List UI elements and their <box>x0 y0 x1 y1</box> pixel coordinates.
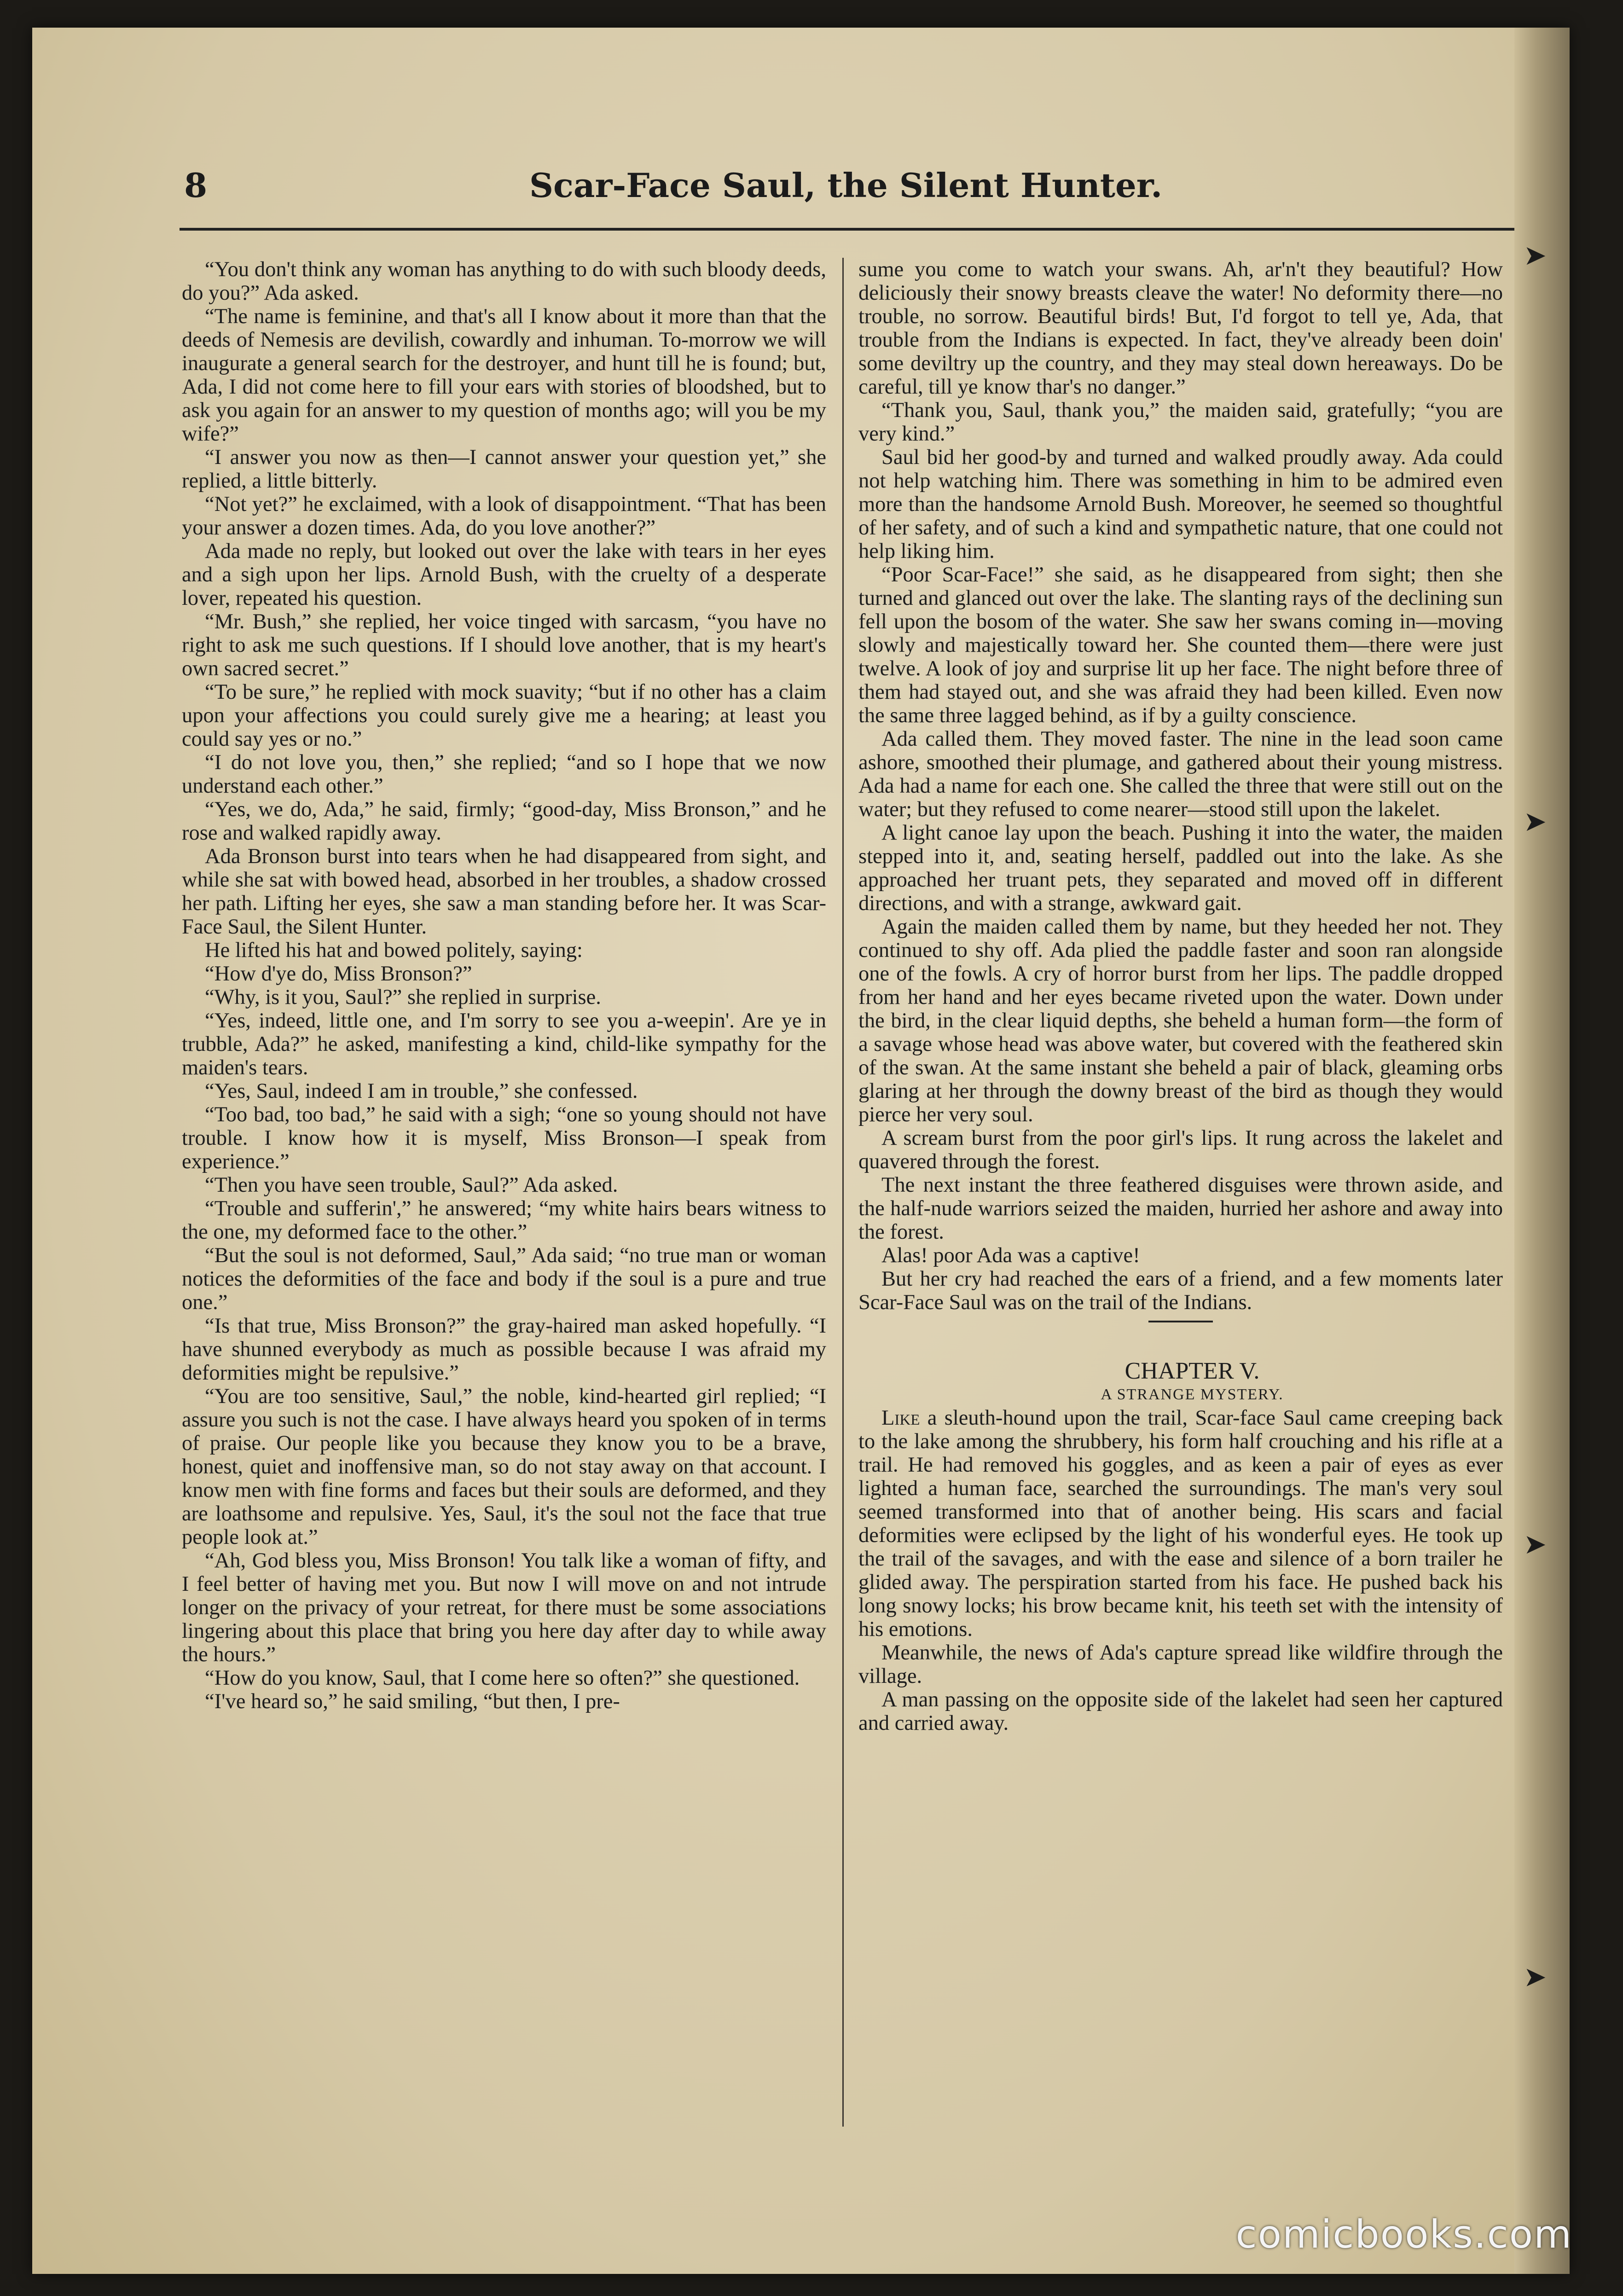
paragraph: A light canoe lay upon the beach. Pushing it into the water, the maiden stepped into it, and, seating herself, paddled out into the lake. As she approached her truant pets, they separated and moved off in different directions, and with a strange, awkward gait. <box>858 821 1503 915</box>
page-header <box>152 166 1510 216</box>
paragraph: “I do not love you, then,” she replied; “and so I hope that we now understand each other.” <box>182 751 826 798</box>
paragraph: “Then you have seen trouble, Saul?” Ada asked. <box>205 1173 618 1197</box>
section-break-rule <box>1148 1321 1213 1322</box>
column-divider <box>842 258 844 2127</box>
paragraph-text: a sleuth-hound upon the trail, Scar-face Saul came creeping back to the lake among the shrubbery, his form half crouching and his rifle at a trail. He had removed his goggles, and as keen a pair of eyes as ever lighted a human face, searched the surroundings. The man's very soul seemed transformed into that of another being. His scars and facial deformities were eclipsed by the light of his wonderful eyes. He took up the trail of the savages, and with the ease and silence of a born trailer he glided away. The perspiration started from his face. He pushed back his long snowy locks; his brow became knit, his teeth set with the intensity of his emotions. <box>858 1406 1503 1641</box>
paragraph: The next instant the three feathered disguises were thrown aside, and the half-nude warriors seized the maiden, hurried her ashore and away into the forest. <box>858 1173 1503 1244</box>
paragraph: “The name is feminine, and that's all I know about it more than that the deeds of Nemesis are devilish, cowardly and inhuman. To-morrow we will inaugurate a general search for the destroyer, and hunt till he is found; but, Ada, I did not come here to fill your ears with stories of bloodshed, but to ask you again for an answer to my question of months ago; will you be my wife?” <box>182 305 826 446</box>
paragraph: “Poor Scar-Face!” she said, as he disappeared from sight; then she turned and glanced out over the lake. The slanting rays of the declining sun fell upon the bosom of the water. She saw her swans coming in—moving slowly and majestically toward her. She counted them—there were just twelve. A look of joy and surprise lit up her face. The night before three of them had stayed out, and she was afraid they had been killed. Even now the same three lagged behind, as if by a guilty conscience. <box>858 563 1503 727</box>
watermark: comicbooks.com <box>1235 2212 1572 2257</box>
running-title: Scar-Face Saul, the Silent Hunter. <box>529 166 1163 205</box>
header-rule <box>180 228 1514 231</box>
paragraph: “You are too sensitive, Saul,” the noble, kind-hearted girl replied; “I assure you such is not the case. I have always heard you spoken of in terms of praise. Our people like you because they know you to be a brave, honest, quiet and inoffensive man, so do not stay away on that account. I know men with fine forms and faces but their souls are deformed, and they are loathsome and repulsive. Yes, Saul, it's the soul not the face that true people look at.” <box>182 1385 826 1549</box>
right-column <box>858 258 1503 1735</box>
paragraph: “How do you know, Saul, that I come here so often?” she questioned. <box>205 1666 800 1690</box>
paragraph: “Yes, Saul, indeed I am in trouble,” she confessed. <box>205 1079 638 1103</box>
left-column <box>182 258 826 1713</box>
paragraph: “Why, is it you, Saul?” she replied in surprise. <box>205 986 601 1009</box>
binding-staple-icon: ➤ <box>1523 1961 1547 1993</box>
paragraph: He lifted his hat and bowed politely, saying: <box>205 939 583 962</box>
paragraph: “You don't think any woman has anything to do with such bloody deeds, do you?” Ada asked. <box>182 258 826 305</box>
chapter-first-paragraph <box>858 1406 1503 1641</box>
chapter-subtitle: A STRANGE MYSTERY. <box>1101 1386 1284 1403</box>
page-number: 8 <box>184 166 208 205</box>
drop-word: Like <box>881 1406 920 1430</box>
paragraph: Alas! poor Ada was a captive! <box>881 1244 1140 1267</box>
paragraph: “To be sure,” he replied with mock suavity; “but if no other has a claim upon your affections you could surely give me a hearing; at least you could say yes or no.” <box>182 680 826 751</box>
paragraph: “I answer you now as then—I cannot answer your question yet,” she replied, a little bitterly. <box>182 446 826 493</box>
paragraph: “Ah, God bless you, Miss Bronson! You talk like a woman of fifty, and I feel better of having met you. But now I will move on and not intrude longer on the privacy of your retreat, for there must be some associations lingering about this place that bring you here day after day to while away the hours.” <box>182 1549 826 1666</box>
paragraph: “Trouble and sufferin',” he answered; “my white hairs bears witness to the one, my deformed face to the other.” <box>182 1197 826 1244</box>
paragraph: “Yes, indeed, little one, and I'm sorry to see you a-weepin'. Are ye in trubble, Ada?” he asked, manifesting a kind, child-like sympathy for the maiden's tears. <box>182 1009 826 1079</box>
paragraph: Saul bid her good-by and turned and walked proudly away. Ada could not help watching him. There was something in him to be admired even more than the handsome Arnold Bush. Moreover, he seemed so thoughtful of her safety, and of such a kind and sympathetic nature, that one could not help liking him. <box>858 446 1503 563</box>
binding-staple-icon: ➤ <box>1523 1528 1547 1560</box>
paragraph: sume you come to watch your swans. Ah, ar'n't they beautiful? How deliciously their snowy breasts cleave the water! No deformity there—no trouble, no sorrow. Beautiful birds! But, I'd forgot to tell ye, Ada, that trouble from the Indians is expected. In fact, they've already been doin' some deviltry up the country, and they may steal down hereaways. Do be careful, till ye know thar's no danger.” <box>858 258 1503 399</box>
chapter-title: CHAPTER V. <box>1125 1358 1260 1384</box>
paragraph: A scream burst from the poor girl's lips. It rung across the lakelet and quavered through the forest. <box>858 1126 1503 1173</box>
paragraph: Ada Bronson burst into tears when he had disappeared from sight, and while she sat with bowed head, absorbed in her troubles, a shadow crossed her path. Lifting her eyes, she saw a man standing before her. It was Scar-Face Saul, the Silent Hunter. <box>182 845 826 939</box>
paragraph: “Mr. Bush,” she replied, her voice tinged with sarcasm, “you have no right to ask me such questions. If I should love another, that is my heart's own sacred secret.” <box>182 610 826 680</box>
binding-staple-icon: ➤ <box>1523 806 1547 838</box>
paragraph: “Yes, we do, Ada,” he said, firmly; “good-day, Miss Bronson,” and he rose and walked rapidly away. <box>182 798 826 845</box>
paragraph: Again the maiden called them by name, but they heeded her not. They continued to shy off. Ada plied the paddle faster and soon ran alongside one of the fowls. A cry of horror burst from her lips. The paddle dropped from her hand and her eyes became riveted upon the water. Down under the bird, in the clear liquid depths, she beheld a human form—the form of a savage whose head was above water, but covered with the feathered skin of the swan. At the same instant she beheld a pair of black, gleaming orbs glaring at her through the downy breast of the bird as though they would pierce her very soul. <box>858 915 1503 1126</box>
paragraph: “But the soul is not deformed, Saul,” Ada said; “no true man or woman notices the deformities of the face and body if the soul is a pure and true one.” <box>182 1244 826 1314</box>
paragraph: “How d'ye do, Miss Bronson?” <box>205 962 472 986</box>
paragraph: “Thank you, Saul, thank you,” the maiden said, gratefully; “you are very kind.” <box>858 399 1503 446</box>
paragraph: Meanwhile, the news of Ada's capture spread like wildfire through the village. <box>858 1641 1503 1688</box>
paragraph: But her cry had reached the ears of a friend, and a few moments later Scar-Face Saul was on the trail of the Indians. <box>858 1267 1503 1314</box>
paragraph: “I've heard so,” he said smiling, “but then, I pre- <box>205 1690 620 1713</box>
paragraph: A man passing on the opposite side of the lakelet had seen her captured and carried away. <box>858 1688 1503 1735</box>
binding-staple-icon: ➤ <box>1523 239 1547 272</box>
paragraph: Ada made no reply, but looked out over the lake with tears in her eyes and a sigh upon her lips. Arnold Bush, with the cruelty of a desperate lover, repeated his question. <box>182 539 826 610</box>
paragraph: “Is that true, Miss Bronson?” the gray-haired man asked hopefully. “I have shunned everybody as much as possible because I was afraid my deformities might be repulsive.” <box>182 1314 826 1385</box>
paragraph: Ada called them. They moved faster. The nine in the lead soon came ashore, smoothed their plumage, and gathered about their young mistress. Ada had a name for each one. She called the three that were still out on the water; but they refused to come nearer—stood still upon the lakelet. <box>858 727 1503 821</box>
paragraph: “Not yet?” he exclaimed, with a look of disappointment. “That has been your answer a dozen times. Ada, do you love another?” <box>182 493 826 539</box>
paragraph: “Too bad, too bad,” he said with a sigh; “one so young should not have trouble. I know how it is myself, Miss Bronson—I speak from experience.” <box>182 1103 826 1173</box>
page-spine <box>1514 28 1570 2274</box>
